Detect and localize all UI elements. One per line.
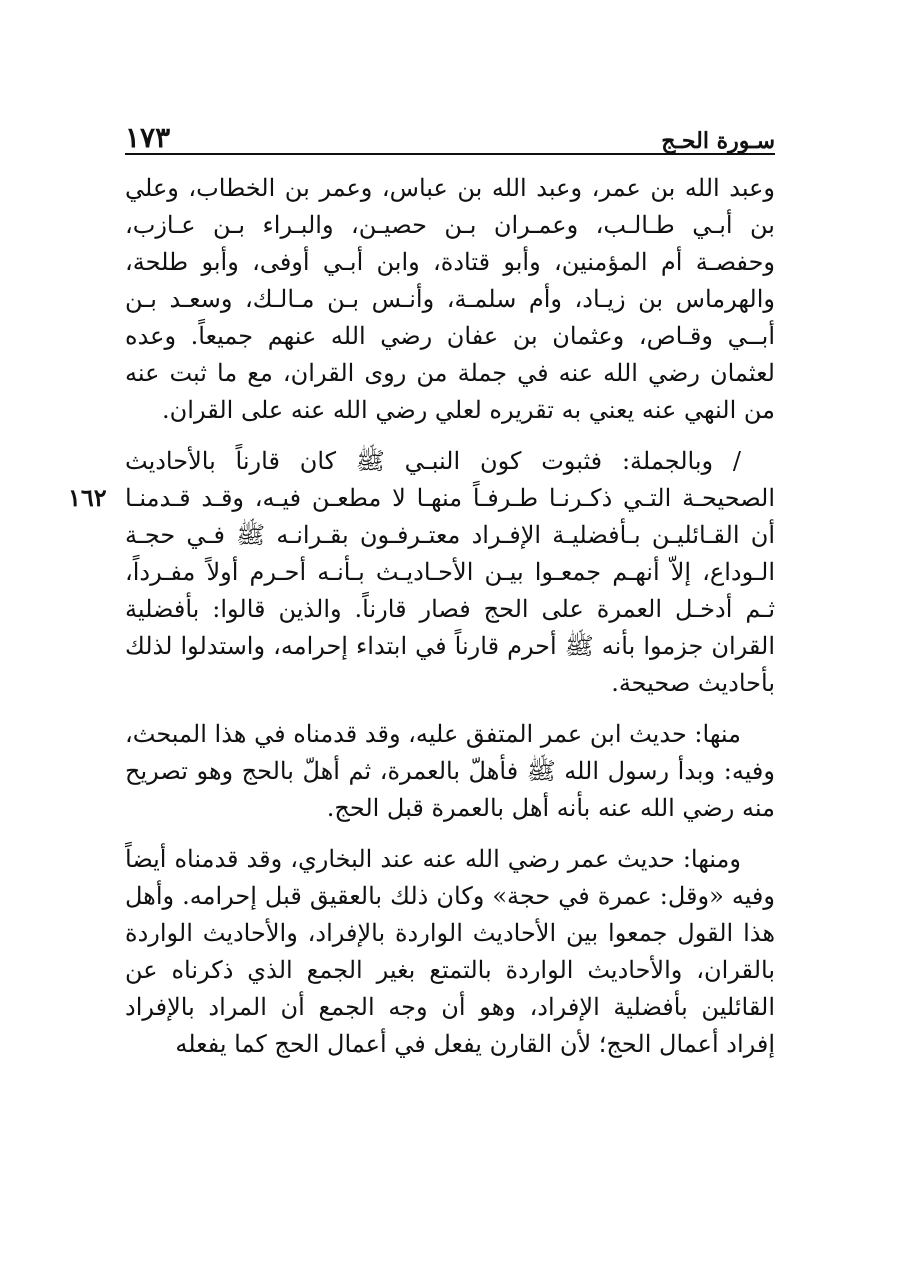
page-number: ١٧٣ bbox=[125, 121, 171, 154]
header-rule bbox=[125, 153, 775, 155]
paragraph: / وبالجملة: فثبوت كون النبـي ﷺ كان قارناً بالأحاديث الصحيحـة التـي ذكـرنـا طـرفـاً منهـا لا مطعـن فيـه، وقـد قـدمنـا أن القـائليـن بـأفضليـة الإفـراد معتـرفـون بقـرانـه ﷺ فـي حجـة الـوداع، إلاّ أنهـم جمعـوا بيـن الأحـاديـث بـأنـه أحـرم أولاً مفـرداً، ثـم أدخـل العمرة على الحج فصار قارناً. والذين قالوا: بأفضلية القران جزموا بأنه ﷺ أحرم قارناً في ابتداء إحرامه، واستدلوا لذلك بأحاديث صحيحة. bbox=[125, 447, 775, 697]
running-header bbox=[125, 110, 775, 154]
paragraph: وعبد الله بن عمر، وعبد الله بن عباس، وعمر بن الخطاب، وعلي بن أبـي طـالـب، وعمـران بـن حصيـن، والبـراء بـن عـازب، وحفصـة أم المؤمنين، وأبو قتادة، وابن أبـي أوفى، وأبو طلحة، والهرماس بن زيـاد، وأم سلمـة، وأنـس بـن مـالـك، وسعـد بـن أبــي وقـاص، وعثمان بن عفان رضي الله عنهم جميعاً. وعده لعثمان رضي الله عنه في جملة من روى القران، مع ما ثبت عنه من النهي عنه يعني به تقريره لعلي رضي الله عنه على القران. bbox=[125, 174, 775, 424]
chapter-title: سـورة الحـج bbox=[661, 128, 775, 154]
paragraph: منها: حديث ابن عمر المتفق عليه، وقد قدمناه في هذا المبحث، وفيه: وبدأ رسول الله ﷺ فأهلّ بالعمرة، ثم أهلّ بالحج وهو تصريح منه رضي الله عنه بأنه أهل بالعمرة قبل الحج. bbox=[125, 720, 775, 822]
body-text bbox=[125, 170, 775, 1063]
margin-page-reference: ١٦٢ bbox=[68, 483, 107, 512]
paragraph: ومنها: حديث عمر رضي الله عنه عند البخاري، وقد قدمناه أيضاً وفيه «وقل: عمرة في حجة» وكان ذلك بالعقيق قبل إحرامه. وأهل هذا القول جمعوا بين الأحاديث الواردة بالإفراد، والأحاديث الواردة بالقران، والأحاديث الواردة بالتمتع بغير الجمع الذي ذكرناه عن القائلين بأفضلية الإفراد، وهو أن وجه الجمع أن المراد بالإفراد إفراد أعمال الحج؛ لأن القارن يفعل في أعمال الحج كما يفعله bbox=[125, 845, 775, 1058]
